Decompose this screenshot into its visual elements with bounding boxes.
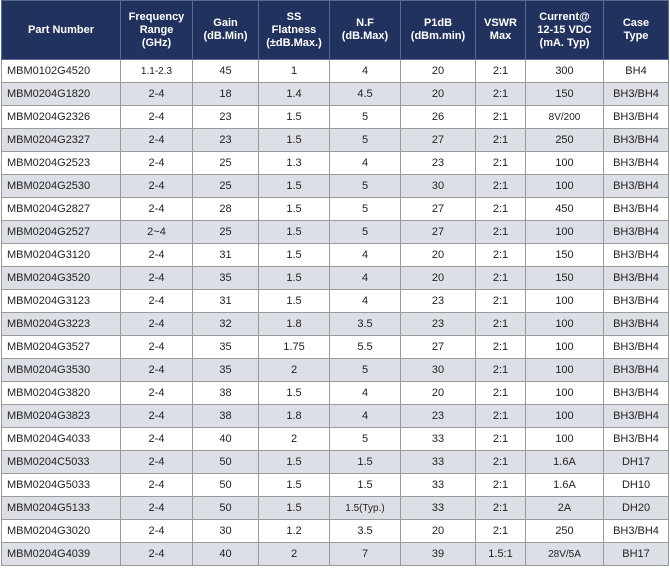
cell-p1db: 23 — [401, 152, 476, 175]
cell-part-number: MBM0204G2327 — [2, 129, 121, 152]
cell-current: 150 — [526, 267, 604, 290]
cell-vswr: 1.5:1 — [476, 543, 526, 566]
cell-part-number: MBM0204G3820 — [2, 382, 121, 405]
cell-p1db: 39 — [401, 543, 476, 566]
cell-gain: 18 — [193, 83, 259, 106]
cell-current: 28V/5A — [526, 543, 604, 566]
header-row — [2, 1, 669, 60]
cell-p1db: 20 — [401, 83, 476, 106]
cell-ss-flatness: 1.5 — [259, 451, 330, 474]
table-row — [2, 313, 669, 336]
cell-gain: 45 — [193, 60, 259, 83]
cell-noise-figure: 4 — [330, 405, 401, 428]
cell-case-type: DH17 — [604, 451, 669, 474]
cell-case-type: BH3/BH4 — [604, 336, 669, 359]
cell-case-type: BH3/BH4 — [604, 359, 669, 382]
cell-ss-flatness: 1.8 — [259, 313, 330, 336]
cell-case-type: BH3/BH4 — [604, 83, 669, 106]
cell-noise-figure: 7 — [330, 543, 401, 566]
cell-ss-flatness: 1.5 — [259, 175, 330, 198]
cell-part-number: MBM0204G2530 — [2, 175, 121, 198]
cell-noise-figure: 5 — [330, 129, 401, 152]
cell-vswr: 2:1 — [476, 83, 526, 106]
cell-gain: 31 — [193, 244, 259, 267]
cell-p1db: 33 — [401, 474, 476, 497]
cell-ss-flatness: 1.5 — [259, 382, 330, 405]
cell-frequency-range: 2-4 — [121, 290, 193, 313]
cell-noise-figure: 1.5 — [330, 451, 401, 474]
cell-case-type: BH3/BH4 — [604, 152, 669, 175]
cell-vswr: 2:1 — [476, 175, 526, 198]
cell-gain: 35 — [193, 336, 259, 359]
cell-frequency-range: 2-4 — [121, 175, 193, 198]
cell-current: 100 — [526, 336, 604, 359]
cell-ss-flatness: 1.5 — [259, 244, 330, 267]
cell-current: 150 — [526, 244, 604, 267]
cell-part-number: MBM0204G3527 — [2, 336, 121, 359]
cell-p1db: 20 — [401, 267, 476, 290]
header-noise-figure: N.F (dB.Max) — [330, 1, 401, 60]
cell-vswr: 2:1 — [476, 244, 526, 267]
cell-noise-figure: 3.5 — [330, 313, 401, 336]
table-row — [2, 198, 669, 221]
cell-case-type: BH17 — [604, 543, 669, 566]
cell-gain: 25 — [193, 175, 259, 198]
cell-gain: 35 — [193, 359, 259, 382]
cell-noise-figure: 4.5 — [330, 83, 401, 106]
cell-gain: 50 — [193, 451, 259, 474]
cell-vswr: 2:1 — [476, 451, 526, 474]
cell-part-number: MBM0204G2527 — [2, 221, 121, 244]
cell-part-number: MBM0204C5033 — [2, 451, 121, 474]
cell-p1db: 26 — [401, 106, 476, 129]
cell-case-type: BH3/BH4 — [604, 290, 669, 313]
table-row — [2, 221, 669, 244]
cell-p1db: 33 — [401, 451, 476, 474]
cell-vswr: 2:1 — [476, 313, 526, 336]
cell-frequency-range: 2-4 — [121, 83, 193, 106]
cell-frequency-range: 2-4 — [121, 451, 193, 474]
cell-p1db: 20 — [401, 520, 476, 543]
cell-ss-flatness: 2 — [259, 428, 330, 451]
cell-gain: 31 — [193, 290, 259, 313]
table-row — [2, 129, 669, 152]
cell-part-number: MBM0204G3823 — [2, 405, 121, 428]
cell-p1db: 20 — [401, 244, 476, 267]
cell-frequency-range: 2-4 — [121, 520, 193, 543]
cell-noise-figure: 5 — [330, 198, 401, 221]
cell-p1db: 27 — [401, 198, 476, 221]
cell-frequency-range: 2-4 — [121, 198, 193, 221]
cell-part-number: MBM0204G3123 — [2, 290, 121, 313]
table-row — [2, 244, 669, 267]
cell-gain: 23 — [193, 129, 259, 152]
cell-case-type: BH3/BH4 — [604, 405, 669, 428]
cell-p1db: 27 — [401, 336, 476, 359]
cell-case-type: BH3/BH4 — [604, 244, 669, 267]
cell-frequency-range: 2-4 — [121, 244, 193, 267]
cell-vswr: 2:1 — [476, 359, 526, 382]
table-row — [2, 451, 669, 474]
cell-vswr: 2:1 — [476, 290, 526, 313]
cell-frequency-range: 2-4 — [121, 336, 193, 359]
cell-case-type: BH3/BH4 — [604, 428, 669, 451]
cell-vswr: 2:1 — [476, 474, 526, 497]
cell-gain: 38 — [193, 382, 259, 405]
cell-ss-flatness: 1.5 — [259, 106, 330, 129]
cell-ss-flatness: 2 — [259, 543, 330, 566]
table-row — [2, 428, 669, 451]
header-p1db: P1dB (dBm.min) — [401, 1, 476, 60]
cell-vswr: 2:1 — [476, 336, 526, 359]
cell-frequency-range: 2-4 — [121, 474, 193, 497]
cell-p1db: 23 — [401, 405, 476, 428]
table-body — [2, 60, 669, 566]
cell-case-type: BH3/BH4 — [604, 520, 669, 543]
cell-ss-flatness: 1 — [259, 60, 330, 83]
cell-noise-figure: 3.5 — [330, 520, 401, 543]
cell-part-number: MBM0204G3020 — [2, 520, 121, 543]
cell-current: 100 — [526, 428, 604, 451]
table-row — [2, 83, 669, 106]
cell-noise-figure: 4 — [330, 60, 401, 83]
cell-current: 1.6A — [526, 451, 604, 474]
cell-p1db: 23 — [401, 313, 476, 336]
cell-part-number: MBM0204G1820 — [2, 83, 121, 106]
cell-ss-flatness: 1.3 — [259, 152, 330, 175]
cell-gain: 32 — [193, 313, 259, 336]
cell-vswr: 2:1 — [476, 106, 526, 129]
table-row — [2, 175, 669, 198]
table-row — [2, 543, 669, 566]
cell-part-number: MBM0204G3223 — [2, 313, 121, 336]
header-vswr: VSWR Max — [476, 1, 526, 60]
cell-part-number: MBM0204G3120 — [2, 244, 121, 267]
cell-ss-flatness: 1.5 — [259, 221, 330, 244]
table-row — [2, 497, 669, 520]
cell-case-type: BH3/BH4 — [604, 221, 669, 244]
cell-vswr: 2:1 — [476, 152, 526, 175]
header-case-type: Case Type — [604, 1, 669, 60]
header-ss-flatness: SS Flatness (±dB.Max.) — [259, 1, 330, 60]
cell-frequency-range: 2-4 — [121, 313, 193, 336]
cell-frequency-range: 2-4 — [121, 129, 193, 152]
table-row — [2, 60, 669, 83]
cell-ss-flatness: 1.5 — [259, 267, 330, 290]
cell-noise-figure: 5 — [330, 359, 401, 382]
cell-ss-flatness: 1.4 — [259, 83, 330, 106]
cell-frequency-range: 2-4 — [121, 497, 193, 520]
table-row — [2, 152, 669, 175]
cell-current: 100 — [526, 290, 604, 313]
header-frequency-range: Frequency Range (GHz) — [121, 1, 193, 60]
cell-ss-flatness: 2 — [259, 359, 330, 382]
cell-case-type: DH10 — [604, 474, 669, 497]
cell-case-type: BH3/BH4 — [604, 313, 669, 336]
cell-noise-figure: 5 — [330, 175, 401, 198]
cell-part-number: MBM0204G3530 — [2, 359, 121, 382]
cell-gain: 50 — [193, 497, 259, 520]
cell-gain: 35 — [193, 267, 259, 290]
cell-current: 100 — [526, 313, 604, 336]
cell-frequency-range: 2~4 — [121, 221, 193, 244]
cell-case-type: BH3/BH4 — [604, 267, 669, 290]
cell-current: 100 — [526, 175, 604, 198]
cell-case-type: BH3/BH4 — [604, 175, 669, 198]
table-row — [2, 520, 669, 543]
cell-ss-flatness: 1.5 — [259, 290, 330, 313]
table-row — [2, 290, 669, 313]
cell-part-number: MBM0204G4033 — [2, 428, 121, 451]
cell-noise-figure: 5 — [330, 428, 401, 451]
cell-p1db: 30 — [401, 359, 476, 382]
cell-p1db: 23 — [401, 290, 476, 313]
cell-frequency-range: 1.1-2.3 — [121, 60, 193, 83]
cell-frequency-range: 2-4 — [121, 359, 193, 382]
cell-frequency-range: 2-4 — [121, 405, 193, 428]
cell-current: 250 — [526, 520, 604, 543]
cell-vswr: 2:1 — [476, 221, 526, 244]
cell-part-number: MBM0204G2827 — [2, 198, 121, 221]
cell-p1db: 20 — [401, 382, 476, 405]
spec-table — [1, 0, 669, 566]
header-current: Current@ 12-15 VDC (mA. Typ) — [526, 1, 604, 60]
cell-noise-figure: 5 — [330, 221, 401, 244]
cell-current: 100 — [526, 382, 604, 405]
cell-current: 1.6A — [526, 474, 604, 497]
cell-gain: 25 — [193, 221, 259, 244]
cell-vswr: 2:1 — [476, 129, 526, 152]
cell-gain: 40 — [193, 428, 259, 451]
cell-case-type: BH3/BH4 — [604, 198, 669, 221]
header-gain: Gain (dB.Min) — [193, 1, 259, 60]
cell-case-type: BH3/BH4 — [604, 129, 669, 152]
table-row — [2, 336, 669, 359]
cell-frequency-range: 2-4 — [121, 382, 193, 405]
cell-vswr: 2:1 — [476, 267, 526, 290]
cell-gain: 28 — [193, 198, 259, 221]
cell-gain: 50 — [193, 474, 259, 497]
table-row — [2, 359, 669, 382]
cell-part-number: MBM0204G3520 — [2, 267, 121, 290]
table-row — [2, 106, 669, 129]
cell-frequency-range: 2-4 — [121, 543, 193, 566]
cell-part-number: MBM0204G4039 — [2, 543, 121, 566]
cell-noise-figure: 4 — [330, 382, 401, 405]
cell-ss-flatness: 1.5 — [259, 497, 330, 520]
cell-part-number: MBM0204G2326 — [2, 106, 121, 129]
cell-part-number: MBM0102G4520 — [2, 60, 121, 83]
cell-ss-flatness: 1.8 — [259, 405, 330, 428]
cell-vswr: 2:1 — [476, 405, 526, 428]
cell-ss-flatness: 1.5 — [259, 474, 330, 497]
cell-case-type: DH20 — [604, 497, 669, 520]
cell-gain: 40 — [193, 543, 259, 566]
cell-p1db: 33 — [401, 497, 476, 520]
cell-frequency-range: 2-4 — [121, 267, 193, 290]
cell-frequency-range: 2-4 — [121, 428, 193, 451]
cell-p1db: 33 — [401, 428, 476, 451]
cell-vswr: 2:1 — [476, 198, 526, 221]
header-part-number: Part Number — [2, 1, 121, 60]
cell-current: 300 — [526, 60, 604, 83]
cell-case-type: BH3/BH4 — [604, 106, 669, 129]
cell-vswr: 2:1 — [476, 382, 526, 405]
cell-current: 100 — [526, 405, 604, 428]
cell-ss-flatness: 1.2 — [259, 520, 330, 543]
cell-ss-flatness: 1.5 — [259, 129, 330, 152]
cell-noise-figure: 5.5 — [330, 336, 401, 359]
cell-p1db: 20 — [401, 60, 476, 83]
cell-vswr: 2:1 — [476, 497, 526, 520]
table-row — [2, 474, 669, 497]
cell-part-number: MBM0204G2523 — [2, 152, 121, 175]
cell-current: 2A — [526, 497, 604, 520]
cell-vswr: 2:1 — [476, 428, 526, 451]
cell-ss-flatness: 1.75 — [259, 336, 330, 359]
cell-noise-figure: 1.5 — [330, 474, 401, 497]
cell-gain: 38 — [193, 405, 259, 428]
cell-vswr: 2:1 — [476, 520, 526, 543]
table-row — [2, 405, 669, 428]
cell-frequency-range: 2-4 — [121, 106, 193, 129]
cell-noise-figure: 1.5(Typ.) — [330, 497, 401, 520]
cell-p1db: 30 — [401, 175, 476, 198]
cell-noise-figure: 4 — [330, 244, 401, 267]
cell-noise-figure: 4 — [330, 152, 401, 175]
cell-gain: 30 — [193, 520, 259, 543]
cell-noise-figure: 5 — [330, 106, 401, 129]
cell-current: 100 — [526, 359, 604, 382]
cell-noise-figure: 4 — [330, 290, 401, 313]
cell-current: 250 — [526, 129, 604, 152]
cell-part-number: MBM0204G5033 — [2, 474, 121, 497]
cell-vswr: 2:1 — [476, 60, 526, 83]
cell-gain: 25 — [193, 152, 259, 175]
cell-current: 450 — [526, 198, 604, 221]
cell-part-number: MBM0204G5133 — [2, 497, 121, 520]
cell-case-type: BH4 — [604, 60, 669, 83]
cell-p1db: 27 — [401, 221, 476, 244]
cell-current: 100 — [526, 152, 604, 175]
cell-gain: 23 — [193, 106, 259, 129]
cell-case-type: BH3/BH4 — [604, 382, 669, 405]
cell-current: 150 — [526, 83, 604, 106]
cell-current: 8V/200 — [526, 106, 604, 129]
cell-current: 100 — [526, 221, 604, 244]
cell-noise-figure: 4 — [330, 267, 401, 290]
table-row — [2, 267, 669, 290]
table-row — [2, 382, 669, 405]
cell-frequency-range: 2-4 — [121, 152, 193, 175]
cell-ss-flatness: 1.5 — [259, 198, 330, 221]
cell-p1db: 27 — [401, 129, 476, 152]
